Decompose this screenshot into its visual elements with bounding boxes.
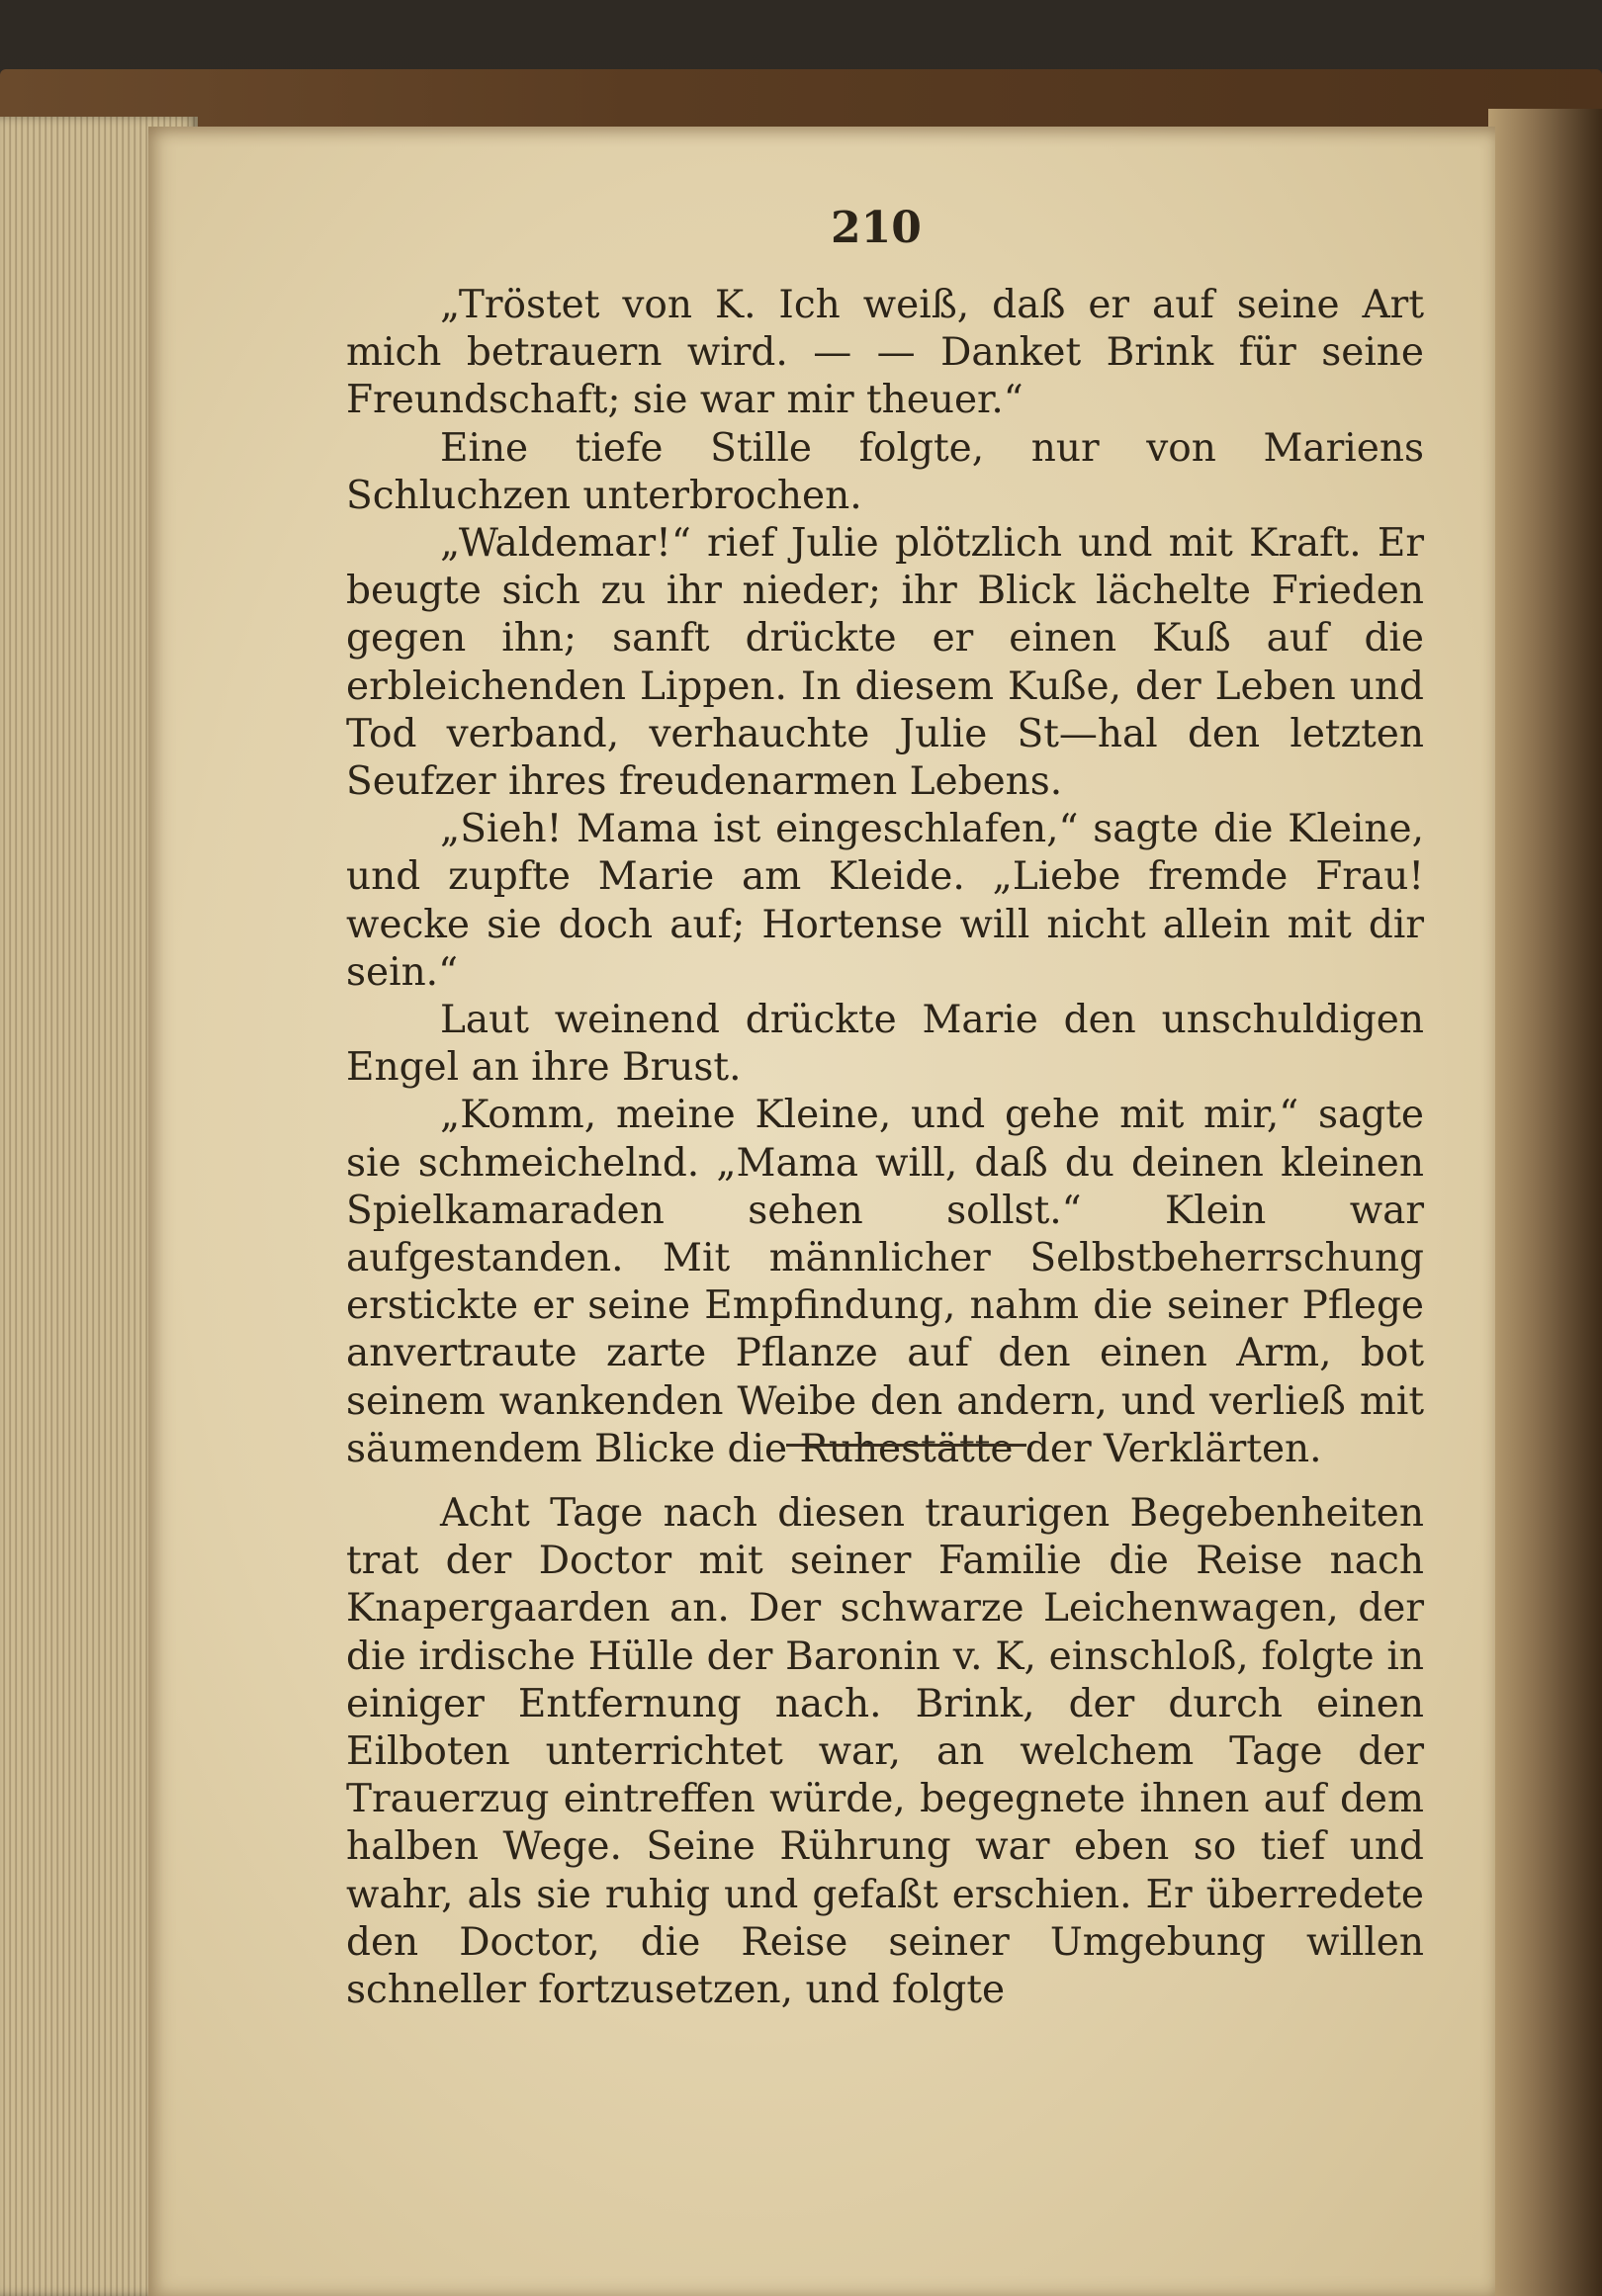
paragraph: „Waldemar!“ rief Julie plötzlich und mit Kraft. Er beugte sich zu ihr nieder; ihr Blick lächelte Frieden gegen ihn; sanft drückte er einen Kuß auf die erbleichenden Lippen. In diesem Kuße, der Leben und Tod verband, verhauchte Julie St—hal den letzten Seufzer ihres freudenarmen Lebens. <box>346 521 1424 805</box>
facing-page-edge <box>1488 109 1602 2296</box>
text-block-lower <box>346 1490 1424 2014</box>
page-number: 210 <box>831 203 922 253</box>
section-divider <box>786 1444 1026 1447</box>
paragraph: Acht Tage nach diesen traurigen Begebenheiten trat der Doctor mit seiner Familie die Reise nach Knapergaarden an. Der schwarze Leichenwagen, der die irdische Hülle der Baronin v. K, einschloß, folgte in einiger Entfernung nach. Brink, der durch einen Eilboten unterrichtet war, an welchem Tage der Trauerzug eintreffen würde, begegnete ihnen auf dem halben Wege. Seine Rührung war eben so tief und wahr, als sie ruhig und gefaßt erschien. Er überredete den Doctor, die Reise seiner Umgebung willen schneller fortzusetzen, und folgte <box>346 1491 1424 2013</box>
paragraph: Eine tiefe Stille folgte, nur von Mariens Schluchzen unterbrochen. <box>346 425 1424 518</box>
paragraph: „Komm, meine Kleine, und gehe mit mir,“ sagte sie schmeichelnd. „Mama will, daß du deinen kleinen Spielkamaraden sehen sollst.“ Klein war aufgestanden. Mit männlicher Selbstbeherrschung erstickte er seine Empfindung, nahm die seiner Pflege anvertraute zarte Pflanze auf den einen Arm, bot seinem wankenden Weibe den andern, und verließ mit säumendem Blicke die Ruhestätte der Verklärten. <box>346 1093 1424 1471</box>
paragraph: Laut weinend drückte Marie den unschuldigen Engel an ihre Brust. <box>346 998 1424 1091</box>
paragraph: „Sieh! Mama ist eingeschlafen,“ sagte die Kleine, und zupfte Marie am Kleide. „Liebe fremde Frau! wecke sie doch auf; Hortense will nicht allein mit dir sein.“ <box>346 807 1424 995</box>
text-block-upper <box>346 282 1424 1473</box>
paragraph: „Tröstet von K. Ich weiß, daß er auf seine Art mich betrauern wird. — — Danket Brink für seine Freundschaft; sie war mir theuer.“ <box>346 283 1424 423</box>
